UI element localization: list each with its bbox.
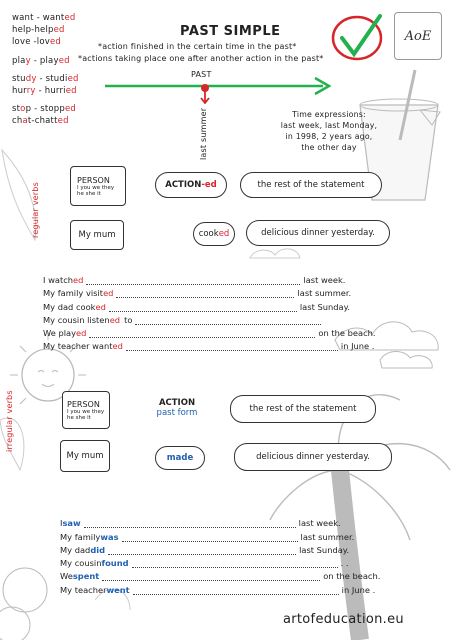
rest-of-statement-box: [230, 395, 376, 423]
verb-pair: hurry - hurried: [12, 86, 77, 97]
example-rest-box: [234, 443, 392, 471]
action-ending: -ed: [201, 180, 217, 190]
sentence-row: My dad did last Sunday.: [60, 544, 350, 555]
verb-pair: chat-chatted: [12, 116, 69, 127]
sentence-row: My family visit ed last summer.: [43, 288, 352, 299]
sentence-row: We spent on the beach.: [60, 571, 381, 582]
logo: [394, 12, 442, 60]
time-expressions: [280, 109, 378, 153]
sentence-row: I watch ed last week.: [43, 275, 346, 286]
time-expressions-line: the other day: [301, 143, 357, 152]
verb-pair: stop - stopped: [12, 104, 77, 115]
irregular-sentences: [60, 515, 380, 595]
rest-of-statement-label: the rest of the statement: [249, 404, 357, 414]
action-heading: ACTION: [165, 180, 202, 190]
sentence-row: My cousin found . .: [60, 558, 349, 569]
sentence-row: My teacher went in June .: [60, 584, 376, 595]
rest-of-statement-box: [240, 172, 382, 198]
example-verb-ending: ed: [218, 229, 230, 239]
verb-pair: play - played: [12, 55, 70, 66]
time-expressions-line: in 1998, 2 years ago,: [285, 132, 373, 141]
last-summer-label: last summer: [199, 107, 208, 160]
action-subheading: past form: [156, 408, 198, 418]
person-box: [62, 391, 110, 429]
example-subject-box: [70, 220, 124, 250]
regular-verbs-label: regular verbs: [31, 182, 40, 238]
logo-text: AoE: [404, 28, 432, 44]
example-rest: delicious dinner yesterday.: [256, 452, 370, 462]
verb-pair: want - wanted: [12, 13, 76, 23]
pronouns-line: I you we they: [67, 408, 105, 415]
time-expressions-line: last week, last Monday,: [280, 121, 378, 130]
example-verb-base: cook: [198, 229, 219, 239]
past-label: PAST: [191, 70, 212, 79]
verb-pair: help-helped: [12, 25, 65, 36]
irregular-verbs-label: irregular verbs: [5, 390, 14, 452]
person-box: [70, 166, 126, 206]
sentence-row: We play ed on the beach.: [43, 327, 376, 338]
verb-pairs-list: [12, 12, 79, 128]
verb-pair: love -loved: [12, 37, 62, 48]
example-verb: made: [166, 453, 194, 463]
checkmark-icon: [330, 12, 386, 64]
pronouns-line: he she it: [67, 414, 91, 421]
rule-text-2: *actions taking place one after another action in the past*: [78, 54, 324, 63]
action-box: [152, 390, 202, 426]
example-subject: My mum: [78, 230, 116, 240]
pronouns-line: he she it: [77, 190, 101, 197]
action-heading: ACTION: [158, 398, 196, 408]
footer-site[interactable]: artofeducation.eu: [283, 612, 404, 627]
sentence-row: My cousin listen ed to: [43, 312, 376, 325]
time-expressions-heading: Time expressions:: [292, 110, 366, 119]
rest-of-statement-label: the rest of the statement: [257, 180, 365, 190]
timeline-arrow: [105, 74, 335, 104]
example-verb-box: [155, 446, 205, 470]
example-rest-box: [246, 220, 390, 246]
sentence-row: My dad cook ed last Sunday.: [43, 301, 350, 312]
regular-sentences: [43, 272, 376, 351]
example-verb-box: [193, 222, 235, 246]
person-heading: PERSON: [67, 399, 100, 409]
person-heading: PERSON: [77, 175, 110, 185]
sentence-row: My family was last summer.: [60, 531, 355, 542]
sentence-row: My teacher want ed in June .: [43, 341, 375, 352]
example-subject-box: [60, 440, 110, 472]
example-rest: delicious dinner yesterday.: [261, 228, 375, 238]
example-subject: My mum: [66, 451, 104, 461]
rule-text-1: *action finished in the certain time in the past*: [98, 42, 297, 51]
verb-pair: study - studied: [12, 73, 79, 84]
action-box: [155, 172, 227, 198]
page-title: PAST SIMPLE: [180, 24, 281, 39]
pronouns-line: I you we they: [77, 184, 115, 191]
sentence-row: I saw last week.: [60, 518, 341, 529]
